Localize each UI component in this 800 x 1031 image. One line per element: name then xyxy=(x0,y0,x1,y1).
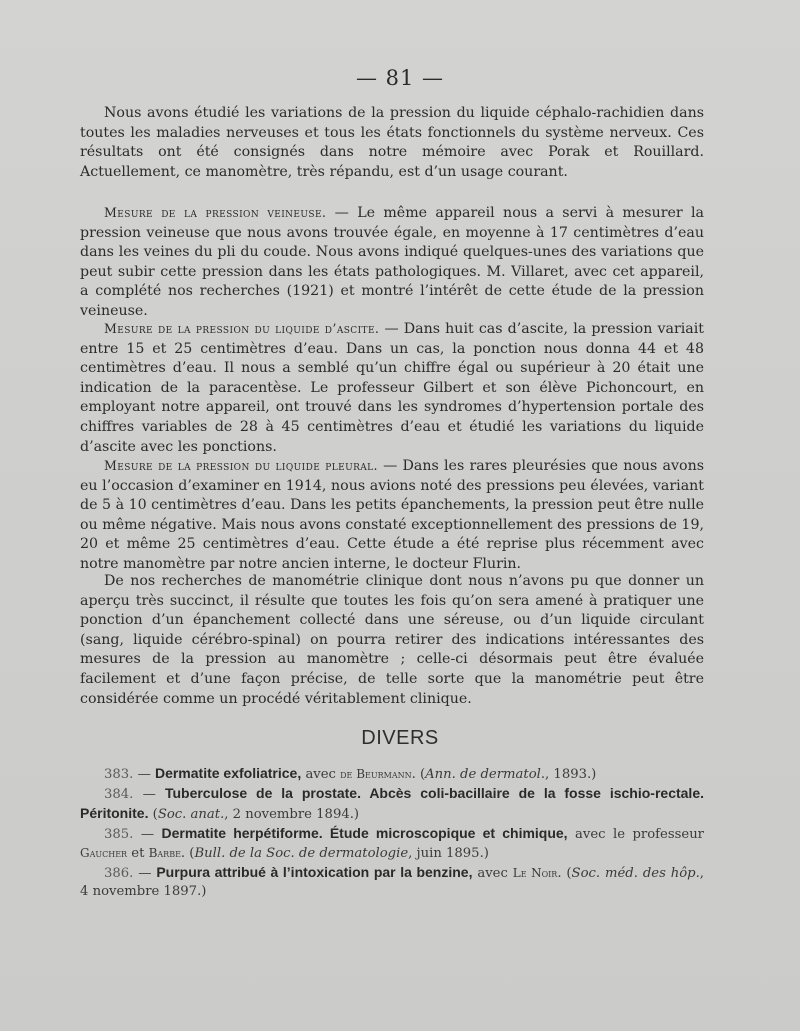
reference-item: 385. — Dermatite herpétiforme. Étude microscopique et chimique, avec le professeur Gaucher et Barbe. (Bull. de la Soc. de dermatologie, juin 1895.) xyxy=(80,825,704,861)
paragraph-text: De nos recherches de manométrie clinique dont nous n’avons pu que donner un aperçu très succinct, il résulte que toutes les fois qu’on sera amené à pratiquer une ponction d’un épanchement collecté dans une séreuse, ou d’un liquide circulant (sang, liquide cérébro-spinal) on pourra retirer des indications intéressantes des mesures de la pression au manomètre ; celle-ci désormais peut être évaluée facilement et d’une façon précise, de telle sorte que la manométrie peut être considérée comme un procédé véritablement clinique. xyxy=(80,573,704,707)
reference-item: 384. — Tuberculose de la prostate. Abcès coli-bacillaire de la fosse ischio-rectale. Péritonite. (Soc. anat., 2 novembre 1894.) xyxy=(80,785,704,822)
reference-journal: Ann. de dermatol. xyxy=(425,767,546,782)
reference-number: 386. xyxy=(104,866,134,881)
reference-number: 384. xyxy=(104,787,134,802)
reference-title: Dermatite herpétiforme. Étude microscopique et chimique, xyxy=(161,825,568,841)
reference-journal: Bull. de la Soc. de dermatologie xyxy=(194,846,409,861)
reference-list xyxy=(80,764,704,901)
reference-title: Purpura attribué à l’intoxication par la benzine, xyxy=(156,864,473,880)
reference-item: 386. — Purpura attribué à l’intoxication par la benzine, avec Le Noir. (Soc. méd. des hôp., 4 novembre 1897.) xyxy=(80,864,704,899)
reference-item: 383. — Dermatite exfoliatrice, avec de Beurmann. (Ann. de dermatol., 1893.) xyxy=(104,765,597,782)
reference-journal: Soc. anat. xyxy=(157,807,225,822)
paragraph-text: — Dans les rares pleurésies que nous avons eu l’occasion d’examiner en 1914, nous avions noté des pressions peu élevées, variant de 5 à 10 centimètres d’eau. Dans les petits épanchements, la pression peut être nulle ou même négative. Mais nous avons constaté exceptionnellement des pressions de 19, 20 et même 25 centimètres d’eau. Cette étude a été reprise plus récemment avec notre manomètre par notre ancien interne, le docteur Flurin. xyxy=(80,458,704,572)
reference-details: , 4 novembre 1897.) xyxy=(80,866,704,899)
paragraph-heading: Mesure de la pression du liquide pleural. xyxy=(104,458,378,473)
paragraph-3 xyxy=(80,319,704,457)
paragraph-1 xyxy=(80,104,704,182)
reference-author: Le Noir xyxy=(512,866,558,880)
reference-author: de Beurmann xyxy=(340,767,412,781)
reference-title: Dermatite exfoliatrice, xyxy=(154,765,302,781)
reference-details: , 2 novembre 1894.) xyxy=(224,807,360,822)
reference-author: Barbe xyxy=(148,846,181,860)
reference-number: 383. xyxy=(104,767,134,782)
reference-number: 385. xyxy=(104,827,134,842)
reference-details: , 1893.) xyxy=(545,767,597,782)
paragraph-5 xyxy=(80,572,704,709)
page-number: — 81 — xyxy=(355,66,445,90)
paragraph-text: — Le même appareil nous a servi à mesurer la pression veineuse que nous avons trouvée égale, en moyenne à 17 centimètres d’eau dans les veines du pli du coude. Nous avons indiqué quelques-unes des variations que peut subir cette pression dans les états pathologiques. M. Villaret, avec cet appareil, a complété nos recherches (1921) et montré l’intérêt de cette étude de la pression veineuse. xyxy=(80,205,704,319)
paragraph-heading: Mesure de la pression veineuse. xyxy=(104,205,327,220)
reference-details: , juin 1895.) xyxy=(408,846,489,861)
section-title: DIVERS xyxy=(361,727,439,749)
reference-journal: Soc. méd. des hôp. xyxy=(571,866,700,881)
paragraph-text: — Dans huit cas d’ascite, la pression variait entre 15 et 25 centimètres d’eau. Dans un cas, la ponction nous donna 44 et 48 centimètres d’eau. Il nous a semblé qu’un chiffre égal ou supérieur à 20 était une indication de la paracentèse. Le professeur Gilbert et son élève Pichoncourt, en employant notre appareil, ont trouvé dans les syndromes d’hypertension portale des chiffres variables de 28 à 45 centimètres d’eau et étudié les variations du liquide d’ascite avec les ponctions. xyxy=(80,321,704,455)
reference-title: Tuberculose de la prostate. Abcès coli-bacillaire de la fosse ischio-rectale. Péritonite. xyxy=(80,785,704,821)
reference-author: Gaucher xyxy=(80,846,128,860)
paragraph-heading: Mesure de la pression du liquide d’ascite. xyxy=(104,321,380,336)
paragraph-text: Nous avons étudié les variations de la pression du liquide céphalo-rachidien dans toutes les maladies nerveuses et tous les états fonctionnels du système nerveux. Ces résultats ont été consignés dans notre mémoire avec Porak et Rouillard. Actuellement, ce manomètre, très répandu, est d’un usage courant. xyxy=(80,105,704,180)
paragraph-4 xyxy=(80,456,704,575)
paragraph-2 xyxy=(80,203,704,322)
